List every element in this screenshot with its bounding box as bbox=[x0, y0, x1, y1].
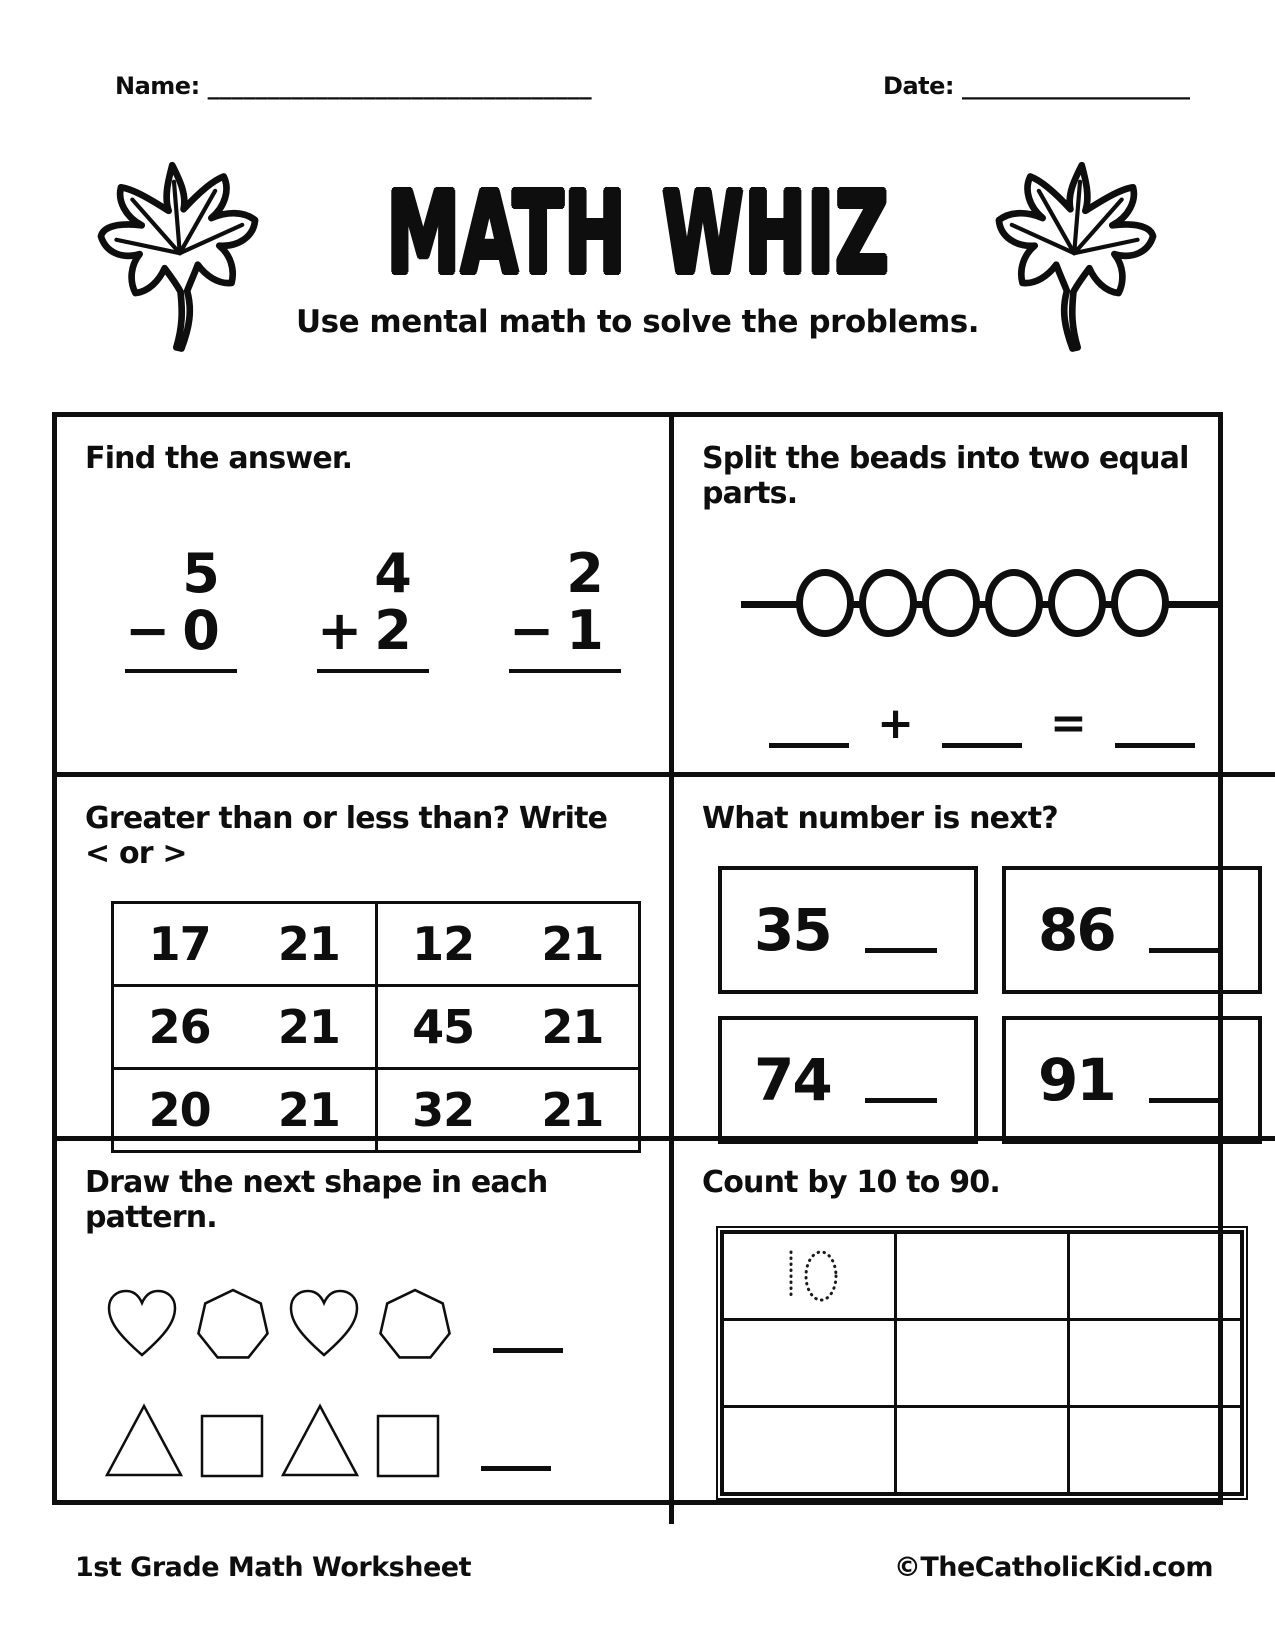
compare-number: 45 bbox=[412, 1000, 475, 1054]
table-row bbox=[113, 1069, 640, 1152]
page-title: MATH WHIZ bbox=[386, 169, 889, 299]
compare-number: 32 bbox=[412, 1083, 475, 1137]
next-number-box bbox=[1002, 1016, 1262, 1144]
problem-2 bbox=[317, 542, 429, 673]
compare-table bbox=[111, 901, 641, 1153]
answer-line bbox=[125, 669, 237, 673]
answer-blank bbox=[1115, 709, 1195, 748]
traced-10 bbox=[777, 1245, 849, 1307]
count-cell bbox=[722, 1407, 895, 1495]
top-number: 2 bbox=[566, 542, 604, 605]
pattern-row-1 bbox=[103, 1287, 641, 1361]
table-row bbox=[113, 986, 640, 1069]
bead-string bbox=[741, 569, 1223, 636]
answer-blank bbox=[865, 908, 937, 953]
count-cell bbox=[1069, 1232, 1242, 1320]
next-number-box bbox=[718, 1016, 978, 1144]
section-title: Count by 10 to 90. bbox=[702, 1165, 1000, 1200]
count-cell bbox=[895, 1232, 1068, 1320]
header bbox=[115, 72, 1190, 100]
bead bbox=[796, 569, 854, 637]
square-shape bbox=[199, 1413, 265, 1479]
date-blank-line: ___________________ bbox=[962, 72, 1190, 100]
section-shape-pattern bbox=[57, 1141, 674, 1524]
number: 74 bbox=[754, 1046, 831, 1114]
triangle-shape bbox=[279, 1401, 361, 1479]
section-title: Draw the next shape in each pattern. bbox=[85, 1165, 548, 1235]
bead bbox=[985, 569, 1043, 637]
top-number: 4 bbox=[374, 542, 412, 605]
number: 86 bbox=[1038, 896, 1115, 964]
answer-blank bbox=[481, 1454, 551, 1471]
answer-blank bbox=[1149, 1058, 1221, 1103]
section-title: What number is next? bbox=[702, 801, 1058, 836]
answer-line bbox=[509, 669, 621, 673]
number: 91 bbox=[1038, 1046, 1115, 1114]
name-label: Name: bbox=[115, 72, 200, 100]
problem-3 bbox=[509, 542, 621, 673]
bead bbox=[922, 569, 980, 637]
footer bbox=[75, 1552, 1213, 1583]
section-compare bbox=[57, 777, 674, 1141]
pattern-row-2 bbox=[103, 1401, 641, 1479]
table-row bbox=[113, 903, 640, 986]
answer-blank bbox=[493, 1336, 563, 1353]
count-cell bbox=[895, 1320, 1068, 1407]
heart-shape bbox=[103, 1287, 181, 1361]
plus-sign: + bbox=[877, 698, 914, 749]
compare-number: 17 bbox=[148, 917, 211, 971]
operator: + bbox=[317, 598, 363, 662]
footer-left: 1st Grade Math Worksheet bbox=[75, 1552, 471, 1583]
triangle-shape bbox=[103, 1401, 185, 1479]
footer-right: ©TheCatholicKid.com bbox=[893, 1552, 1213, 1583]
compare-number: 21 bbox=[277, 1083, 340, 1137]
compare-number: 21 bbox=[541, 1083, 604, 1137]
answer-blank bbox=[942, 709, 1022, 748]
answer-line bbox=[317, 669, 429, 673]
title-block bbox=[0, 169, 1275, 340]
section-title: Find the answer. bbox=[85, 441, 353, 476]
date-label: Date: bbox=[883, 72, 954, 100]
count-cell-10 bbox=[722, 1232, 895, 1320]
count-cell bbox=[722, 1320, 895, 1407]
answer-blank bbox=[769, 709, 849, 748]
heptagon-shape bbox=[377, 1287, 453, 1361]
compare-number: 21 bbox=[277, 917, 340, 971]
bead bbox=[1111, 569, 1169, 637]
count-grid bbox=[716, 1226, 1248, 1500]
table-row bbox=[722, 1407, 1242, 1495]
problem-1 bbox=[125, 542, 237, 673]
top-number: 5 bbox=[182, 542, 220, 605]
compare-number: 21 bbox=[541, 1000, 604, 1054]
table-row bbox=[722, 1232, 1242, 1320]
table-row bbox=[722, 1320, 1242, 1407]
operator: − bbox=[125, 598, 171, 662]
bottom-number: 1 bbox=[566, 598, 604, 662]
compare-number: 26 bbox=[148, 1000, 211, 1054]
problems-grid bbox=[52, 412, 1223, 1505]
section-find-answer bbox=[57, 417, 674, 777]
square-shape bbox=[375, 1413, 441, 1479]
count-cell bbox=[895, 1407, 1068, 1495]
section-next-number bbox=[674, 777, 1275, 1141]
next-number-boxes bbox=[718, 866, 1262, 1144]
name-field bbox=[115, 72, 592, 100]
section-count-by-10 bbox=[674, 1141, 1275, 1524]
bead bbox=[1048, 569, 1106, 637]
answer-blank bbox=[865, 1058, 937, 1103]
section-split-beads bbox=[674, 417, 1275, 777]
date-field bbox=[883, 72, 1190, 100]
number: 35 bbox=[754, 896, 831, 964]
operator: − bbox=[509, 598, 555, 662]
heptagon-shape bbox=[195, 1287, 271, 1361]
equals-sign: = bbox=[1050, 698, 1087, 749]
page-subtitle: Use mental math to solve the problems. bbox=[295, 304, 980, 340]
count-cell bbox=[1069, 1320, 1242, 1407]
compare-number: 21 bbox=[277, 1000, 340, 1054]
section-title: Split the beads into two equal parts. bbox=[702, 441, 1189, 511]
bottom-number: 2 bbox=[374, 598, 412, 662]
next-number-box bbox=[718, 866, 978, 994]
section-title: Greater than or less than? Write < or > bbox=[85, 801, 608, 871]
heart-shape bbox=[285, 1287, 363, 1361]
next-number-box bbox=[1002, 866, 1262, 994]
compare-number: 12 bbox=[412, 917, 475, 971]
bottom-number: 0 bbox=[182, 598, 220, 662]
answer-blank bbox=[1149, 908, 1221, 953]
compare-number: 21 bbox=[541, 917, 604, 971]
beads bbox=[741, 569, 1223, 636]
compare-number: 20 bbox=[148, 1083, 211, 1137]
arithmetic-problems bbox=[125, 542, 641, 673]
count-table bbox=[720, 1230, 1244, 1496]
count-cell bbox=[1069, 1407, 1242, 1495]
split-equation bbox=[769, 698, 1195, 749]
bead bbox=[859, 569, 917, 637]
name-blank-line: ________________________________ bbox=[207, 72, 592, 100]
